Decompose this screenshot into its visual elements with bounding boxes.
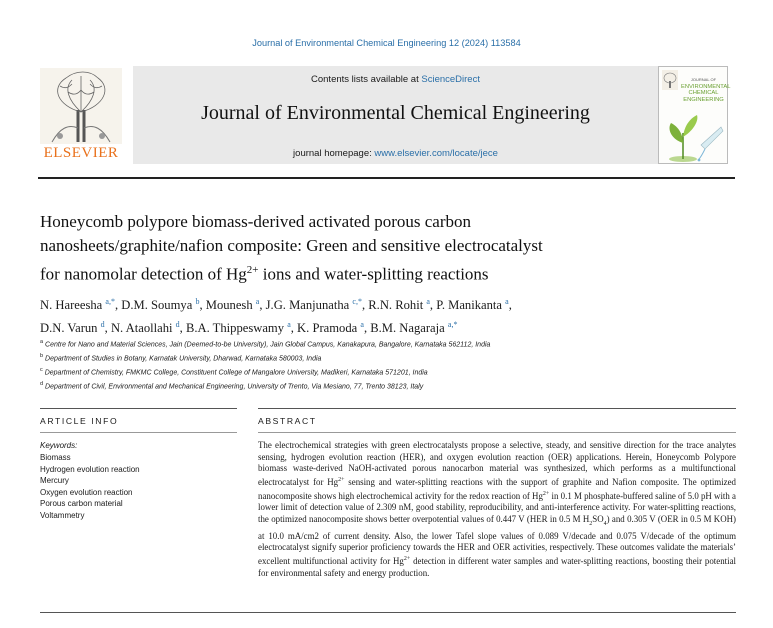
cover-line-4: ENGINEERING xyxy=(683,96,724,103)
homepage-prefix: journal homepage: xyxy=(293,148,375,159)
article-info-heading: ARTICLE INFO xyxy=(40,416,119,426)
title-line-2: nanosheets/graphite/nafion composite: Green and sensitive electrocatalyst xyxy=(40,236,543,255)
article-info-sub-rule xyxy=(40,432,237,433)
title-line-3a: for nanomolar detection of Hg xyxy=(40,264,247,284)
elsevier-tree-icon xyxy=(38,66,124,146)
abstract-heading: ABSTRACT xyxy=(258,416,317,426)
abstract-sub-rule xyxy=(258,432,736,433)
author[interactable]: D.M. Soumya $^b$ xyxy=(121,297,200,313)
homepage-link[interactable]: www.elsevier.com/locate/jece xyxy=(374,148,498,159)
keywords-label: Keywords: xyxy=(40,441,78,450)
author[interactable]: P. Manikanta $^a$ xyxy=(436,297,509,313)
author[interactable]: N. Ataollahi $^d$ xyxy=(110,320,180,336)
cover-line-1: JOURNAL OF xyxy=(690,77,717,82)
article-title xyxy=(40,210,720,287)
author[interactable]: Mounesh $^a$ xyxy=(205,297,260,313)
keyword: Hydrogen evolution reaction xyxy=(40,464,140,474)
author[interactable]: K. Pramoda $^a$ xyxy=(297,320,364,336)
abstract-text: The electrochemical strategies with green electrocatalysts propose a selective, steady, and sensitive direction for the trace analytes sensing, hydrogen evolution reaction (HER), and oxygen evolution reaction (OER) applications. Herein, Honeycomb Polypore biomass waste-derived NaOH-activated porous nanocarbon material was synthesized, which performs as a multifunctional electrocatalyst for $Hg^{2+}$ sensing and water-splitting reactions with the support of graphite and Nafion composite. The optimized nanocomposite shows high electrochemical activity for the redox reaction of $Hg^{2+}$ in 0.1 M phosphate-buffered saline of 5.0 pH with a lower limit of detection value of 2.309 nM, good stability, reproducibility, and anti-interference activity. For water-splitting reactions, the optimized nanocomposite shows better overpotential values of 0.447 V (HER in 0.5 M $H_2SO_4$) and 0.305 V (OER in 0.5 M KOH) at 10.0 mA/cm2 of current density. Also, the lower Tafel slope values of 0.089 V/decade and 0.075 V/decade of the optimum electrocatalyst signify superior proficiency towards the HER and OER activities, respectively. These outcomes validate the materials’ excellent multifunctional activity for $Hg^{2+}$ detection in different water samples and water-splitting reactions, boosting their potential for environmental safety and energy production. xyxy=(258,440,736,578)
keyword: Biomass xyxy=(40,453,71,462)
keyword: Voltammetry xyxy=(40,510,85,520)
contents-line xyxy=(133,74,658,85)
journal-header xyxy=(38,66,731,164)
author[interactable]: N. Hareesha $^{a,*}$ xyxy=(40,297,115,313)
elsevier-mini-logo-icon xyxy=(662,70,678,90)
journal-cover-thumbnail[interactable] xyxy=(658,66,731,164)
title-superscript: 2+ xyxy=(246,264,259,276)
abstract-top-rule xyxy=(258,408,736,409)
author[interactable]: B.A. Thippeswamy $^a$ xyxy=(185,320,291,336)
cover-line-3: CHEMICAL xyxy=(688,90,719,96)
cover-line-2: ENVIRONMENTAL xyxy=(681,83,731,90)
author-list: N. Hareesha $^{a,*}$, D.M. Soumya $^b$, Mounesh $^a$, J.G. Manjunatha $^{c,*}$, R.N. Rohit $^a$, P. Manikanta $^a$, D.N. Varun $^d$, N. Ataollahi $^d$, B.A. Thippeswamy $^a$, K. Pramoda $^a$, B.M. Nagaraja $^{a,*}$ xyxy=(40,297,512,336)
cover-plant-illustration-icon xyxy=(661,109,725,163)
cover-title xyxy=(681,77,731,103)
footer-rule xyxy=(40,612,736,613)
journal-title: Journal of Environmental Chemical Engineering xyxy=(201,102,590,124)
keyword: Oxygen evolution reaction xyxy=(40,487,133,497)
sciencedirect-link[interactable]: ScienceDirect xyxy=(421,74,480,85)
elsevier-wordmark: ELSEVIER xyxy=(43,145,119,161)
affiliation-list xyxy=(40,337,730,393)
header-divider xyxy=(38,177,735,179)
author[interactable]: D.N. Varun $^d$ xyxy=(40,320,105,336)
article-info-top-rule xyxy=(40,408,237,409)
keywords-list xyxy=(40,452,140,522)
elsevier-logo[interactable] xyxy=(38,66,124,164)
journal-banner xyxy=(133,66,658,164)
affiliation: $^d$ Department of Civil, Environmental and Mechanical Engineering, University of Trento, Via Mesiano, 77, Trento 38123, Italy xyxy=(40,380,424,391)
title-line-3b: ions and water-splitting reactions xyxy=(258,264,489,284)
contents-prefix: Contents lists available at xyxy=(311,74,422,85)
homepage-line xyxy=(133,148,658,159)
affiliation: $^b$ Department of Studies in Botany, Karnatak University, Dharwad, Karnataka 580003, India xyxy=(40,352,322,363)
title-line-3 xyxy=(40,258,720,287)
affiliation: $^a$ Centre for Nano and Material Sciences, Jain (Deemed-to-be University), Jain Global Campus, Kanakapura, Bangalore, Karnataka 562112, India xyxy=(40,339,491,349)
author[interactable]: R.N. Rohit $^a$ xyxy=(368,297,430,313)
affiliation: $^c$ Department of Chemistry, FMKMC College, Constituent College of Mangalore University, Madikeri, Karnataka 571201, India xyxy=(40,366,428,377)
author[interactable]: B.M. Nagaraja $^{a,*}$ xyxy=(370,320,458,336)
keyword: Mercury xyxy=(40,476,69,486)
author[interactable]: J.G. Manjunatha $^{c,*}$ xyxy=(265,297,362,313)
title-line-1: Honeycomb polypore biomass-derived activated porous carbon xyxy=(40,212,472,231)
journal-citation[interactable]: Journal of Environmental Chemical Engineering 12 (2024) 113584 xyxy=(252,38,521,48)
keyword: Porous carbon material xyxy=(40,499,123,509)
